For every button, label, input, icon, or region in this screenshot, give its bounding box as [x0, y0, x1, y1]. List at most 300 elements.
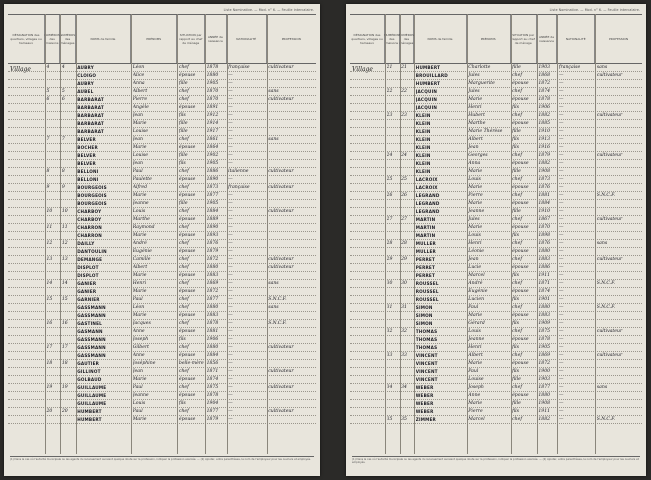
cell-house: 13: [46, 257, 53, 262]
cell-nat: —: [558, 417, 564, 422]
table-row: [8, 304, 316, 312]
cell-name: WEBER: [415, 409, 434, 414]
cell-nat: italienne: [228, 169, 249, 174]
cell-name: MULLER: [415, 249, 436, 254]
table-row: [350, 104, 642, 112]
cell-name: WEBER: [415, 393, 434, 398]
cell-nat: française: [558, 65, 581, 70]
cell-year: 1901: [538, 297, 551, 302]
cell-year: 1906: [206, 337, 219, 342]
cell-hh: 9: [61, 185, 65, 190]
cell-name: GASTINEL: [77, 321, 102, 326]
cell-first: Jeanne: [468, 337, 485, 342]
cell-year: 1880: [538, 393, 551, 398]
cell-hh: 25: [401, 177, 407, 182]
cell-nat: —: [228, 377, 233, 382]
cell-rel: épouse: [512, 225, 529, 230]
cell-name: ZIMMER: [415, 417, 436, 422]
cell-nat: —: [558, 329, 564, 334]
cell-first: Alfred: [132, 185, 148, 190]
cell-nat: —: [558, 145, 564, 150]
cell-rel: fils: [512, 273, 519, 278]
cell-name: SIMON: [415, 313, 433, 318]
cell-name: MARTIN: [415, 225, 436, 230]
cell-rel: fille: [178, 81, 188, 86]
cell-prof: sans: [596, 241, 608, 246]
cell-first: Léon: [132, 65, 145, 70]
cell-rel: fils: [512, 145, 519, 150]
cell-rel: chef: [178, 97, 189, 102]
table-row: [8, 384, 316, 392]
cell-rel: épouse: [178, 313, 196, 318]
cell-year: 1861: [206, 137, 219, 142]
cell-nat: —: [228, 361, 233, 366]
table-row: [8, 392, 316, 400]
cell-year: 1878: [538, 337, 551, 342]
cell-nat: —: [558, 97, 564, 102]
cell-year: 1872: [206, 257, 219, 262]
cell-first: Jeanne: [132, 393, 149, 398]
table-row: [8, 360, 316, 368]
column-header: DÉSIGNATION des quartiers, villages ou hameaux: [350, 15, 385, 63]
cell-rel: chef: [178, 345, 189, 350]
cell-first: Marie: [468, 361, 483, 366]
cell-rel: épouse: [512, 289, 529, 294]
cell-rel: chef: [178, 321, 189, 326]
cell-name: LEGRAND: [415, 201, 440, 206]
cell-first: Paul: [468, 369, 479, 374]
cell-first: Jeanne: [132, 201, 149, 206]
cell-year: 1882: [538, 417, 551, 422]
cell-year: 1873: [538, 177, 551, 182]
cell-rel: chef: [178, 257, 189, 262]
column-header: NUMÉROS des maisons: [385, 15, 400, 63]
cell-house: 6: [46, 97, 50, 102]
cell-nat: —: [558, 233, 564, 238]
table-row: [8, 192, 316, 200]
cell-year: 1882: [538, 161, 551, 166]
cell-prof: sans: [268, 89, 279, 94]
cell-year: 1874: [538, 289, 551, 294]
table-row: [8, 184, 316, 192]
cell-name: GUILLAUME: [77, 385, 107, 390]
cell-hh: 5: [61, 89, 65, 94]
cell-year: 1882: [538, 113, 551, 118]
cell-hh: 31: [401, 305, 407, 310]
cell-first: Hubert: [468, 113, 485, 118]
cell-rel: fils: [512, 369, 519, 374]
cell-name: MARTIN: [415, 233, 436, 238]
cell-hh: 24: [401, 153, 407, 158]
table-row: [350, 208, 642, 216]
cell-name: GASSMANN: [77, 353, 106, 358]
cell-name: VINCENT: [415, 369, 438, 374]
cell-year: 1904: [206, 401, 219, 406]
village-label: Village: [10, 66, 31, 73]
table-row: [8, 104, 316, 112]
cell-prof: sans: [596, 65, 608, 70]
cell-year: 1877: [206, 297, 219, 302]
cell-house: 11: [46, 225, 53, 230]
table-row: [350, 88, 642, 96]
cell-year: 1903: [538, 377, 551, 382]
cell-nat: —: [228, 145, 233, 150]
cell-year: 1883: [206, 273, 219, 278]
cell-name: BELLONI: [77, 169, 99, 174]
census-page-left: [4, 4, 320, 476]
cell-rel: épouse: [512, 185, 529, 190]
cell-nat: —: [558, 193, 564, 198]
cell-nat: —: [228, 409, 233, 414]
cell-year: 1884: [538, 201, 551, 206]
cell-name: GASMANN: [77, 329, 103, 334]
cell-name: SIMON: [415, 305, 433, 310]
cell-rel: chef: [178, 209, 189, 214]
table-row: [8, 352, 316, 360]
table-row: [350, 152, 642, 160]
column-header: PRÉNOMS: [131, 15, 177, 63]
cell-rel: chef: [178, 65, 189, 70]
cell-house: 33: [386, 353, 393, 358]
cell-nat: —: [558, 153, 564, 158]
cell-rel: chef: [178, 281, 189, 286]
cell-year: 1883: [206, 313, 219, 318]
cell-house: 35: [386, 417, 393, 422]
cell-year: 1911: [538, 273, 551, 278]
cell-hh: 6: [61, 97, 65, 102]
table-row: [350, 336, 642, 344]
column-divider: [537, 14, 538, 454]
column-divider: [385, 14, 386, 454]
cell-year: 1906: [538, 105, 551, 110]
cell-first: Eugénie: [132, 249, 152, 254]
column-header: NATIONALITÉ: [557, 15, 595, 63]
cell-rel: épouse: [512, 97, 529, 102]
cell-house: 24: [386, 153, 393, 158]
cell-name: VINCENT: [415, 353, 438, 358]
cell-first: Marie: [132, 193, 147, 198]
cell-nat: —: [228, 193, 233, 198]
cell-year: 1870: [206, 97, 219, 102]
cell-nat: —: [558, 409, 564, 414]
table-row: [350, 352, 642, 360]
table-row: [350, 112, 642, 120]
cell-year: 1877: [206, 193, 219, 198]
cell-rel: chef: [512, 193, 523, 198]
cell-first: Lucien: [468, 297, 485, 302]
cell-house: 16: [46, 321, 53, 326]
cell-nat: —: [558, 121, 564, 126]
table-row: [350, 168, 642, 176]
cell-prof: cultivateur: [268, 385, 294, 390]
cell-rel: épouse: [512, 161, 529, 166]
cell-year: 1913: [538, 137, 551, 142]
cell-house: 5: [46, 89, 50, 94]
cell-first: Marie Thérèse: [468, 129, 503, 134]
cell-rel: épouse: [178, 193, 196, 198]
cell-name: BELVER: [77, 153, 96, 158]
cell-prof: S.N.C.F.: [596, 417, 616, 422]
cell-first: Louis: [132, 401, 146, 406]
cell-nat: —: [228, 233, 233, 238]
cell-year: 1864: [206, 145, 219, 150]
cell-name: LACROIX: [415, 185, 438, 190]
cell-year: 1890: [206, 225, 219, 230]
column-headers: [350, 14, 642, 64]
cell-hh: 34: [401, 385, 407, 390]
cell-nat: —: [228, 353, 233, 358]
cell-first: Albert: [132, 265, 148, 270]
cell-rel: épouse: [512, 361, 529, 366]
table-row: [350, 344, 642, 352]
cell-first: Marie: [468, 201, 483, 206]
cell-rel: épouse: [178, 273, 196, 278]
cell-first: Marie: [132, 145, 147, 150]
table-row: [8, 408, 316, 416]
cell-nat: —: [558, 241, 564, 246]
table-row: [350, 408, 642, 416]
cell-house: 25: [386, 177, 393, 182]
cell-name: JACQUIN: [415, 89, 438, 94]
cell-rel: épouse: [178, 417, 196, 422]
cell-nat: —: [558, 73, 564, 78]
cell-name: KLEIN: [415, 121, 431, 126]
cell-name: PERRET: [415, 265, 436, 270]
cell-first: Louise: [132, 129, 149, 134]
table-row: [350, 264, 642, 272]
page-header: Liste Nominative. — Mod. n° 6. — Feuille intercalaire.: [223, 8, 314, 12]
cell-name: BELLONI: [77, 177, 99, 182]
table-row: [8, 64, 316, 72]
column-header: ANNÉE de naissance: [205, 15, 227, 63]
cell-year: 1877: [206, 409, 219, 414]
cell-hh: 22: [401, 89, 407, 94]
cell-name: PERRET: [415, 257, 436, 262]
table-row: [350, 144, 642, 152]
table-row: [350, 288, 642, 296]
column-divider: [45, 14, 46, 454]
cell-name: HUMBERT: [415, 65, 441, 70]
cell-nat: —: [228, 313, 233, 318]
cell-first: Marthe: [468, 121, 486, 126]
column-header: NOMS de famille: [414, 15, 467, 63]
cell-name: HUMBERT: [415, 81, 441, 86]
cell-nat: —: [558, 161, 564, 166]
cell-name: BOCHER: [77, 145, 98, 150]
cell-first: Marie: [132, 233, 147, 238]
cell-prof: cultivateur: [596, 73, 623, 78]
cell-year: 1879: [206, 417, 219, 422]
cell-hh: 17: [61, 345, 68, 350]
cell-first: Henri: [132, 281, 147, 286]
cell-first: Jean: [468, 257, 479, 262]
cell-first: Paulette: [132, 177, 152, 182]
cell-rel: chef: [178, 409, 189, 414]
table-row: [350, 376, 642, 384]
cell-year: 1902: [206, 153, 219, 158]
cell-prof: cultivateur: [596, 113, 623, 118]
cell-nat: —: [558, 401, 564, 406]
cell-hh: 8: [61, 169, 65, 174]
cell-hh: 35: [401, 417, 407, 422]
cell-name: BARBARAT: [77, 105, 104, 110]
cell-first: Marie: [132, 273, 147, 278]
cell-prof: cultivateur: [268, 265, 294, 270]
cell-year: 1870: [538, 225, 551, 230]
table-row: [8, 344, 316, 352]
cell-rel: chef: [512, 113, 523, 118]
cell-nat: —: [558, 105, 564, 110]
cell-nat: —: [228, 97, 233, 102]
cell-name: GANIER: [77, 289, 97, 294]
cell-name: ROUSSEL: [415, 297, 439, 302]
table-row: [350, 392, 642, 400]
cell-first: Paul: [468, 305, 479, 310]
cell-first: Marie: [468, 313, 483, 318]
table-row: [350, 320, 642, 328]
cell-nat: —: [228, 393, 233, 398]
table-row: [8, 152, 316, 160]
cell-name: BOURGEOIS: [77, 185, 107, 190]
cell-prof: sans: [268, 137, 279, 142]
cell-name: KLEIN: [415, 129, 431, 134]
cell-first: Camille: [132, 257, 151, 262]
cell-first: Marthe: [132, 217, 150, 222]
cell-name: DISPLOT: [77, 273, 99, 278]
table-row: [350, 72, 642, 80]
cell-first: Anna: [132, 81, 145, 86]
cell-nat: —: [558, 185, 564, 190]
cell-first: Jacques: [132, 321, 151, 326]
cell-house: 4: [46, 65, 50, 70]
cell-nat: —: [558, 377, 564, 382]
cell-first: Louis: [468, 177, 481, 182]
column-divider: [557, 14, 558, 454]
table-row: [350, 328, 642, 336]
cell-first: Jules: [468, 73, 480, 78]
table-row: [8, 256, 316, 264]
cell-rel: fille: [512, 169, 521, 174]
table-row: [350, 64, 642, 72]
cell-name: AUBRY: [77, 81, 94, 86]
table-row: [8, 240, 316, 248]
cell-hh: 32: [401, 329, 407, 334]
cell-year: 1877: [538, 385, 551, 390]
cell-hh: 27: [401, 217, 407, 222]
table-row: [8, 112, 316, 120]
table-row: [8, 400, 316, 408]
table-row: [8, 72, 316, 80]
cell-name: GARNIER: [77, 297, 100, 302]
cell-name: MARTIN: [415, 217, 436, 222]
cell-year: 1914: [206, 121, 219, 126]
cell-first: Jean: [132, 369, 143, 374]
cell-name: GANIER: [77, 281, 97, 286]
table-row: [8, 296, 316, 304]
table-row: [350, 360, 642, 368]
column-divider: [131, 14, 132, 454]
table-row: [8, 208, 316, 216]
cell-prof: cultivateur: [596, 353, 623, 358]
cell-rel: chef: [178, 385, 189, 390]
cell-name: THOMAS: [415, 329, 438, 334]
cell-house: 14: [46, 281, 53, 286]
cell-rel: épouse: [178, 249, 196, 254]
cell-year: 1869: [206, 281, 219, 286]
cell-house: 34: [386, 385, 393, 390]
cell-nat: —: [558, 313, 564, 318]
cell-rel: épouse: [178, 105, 196, 110]
table-row: [8, 328, 316, 336]
cell-name: JACQUIN: [415, 105, 438, 110]
cell-name: BARBARAT: [77, 97, 104, 102]
cell-hh: 23: [401, 113, 407, 118]
cell-year: 1879: [206, 249, 219, 254]
cell-first: Gilbert: [132, 345, 149, 350]
cell-year: 1886: [206, 169, 219, 174]
cell-prof: cultivateur: [268, 409, 294, 414]
cell-year: 1874: [538, 89, 551, 94]
cell-year: 1884: [206, 353, 219, 358]
column-divider: [595, 14, 596, 454]
cell-prof: cultivateur: [268, 65, 294, 70]
cell-year: 1872: [206, 289, 219, 294]
cell-first: Jules: [468, 89, 480, 94]
cell-year: 1875: [206, 385, 219, 390]
column-header: NATIONALITÉ: [227, 15, 267, 63]
table-row: [8, 264, 316, 272]
cell-prof: cultivateur: [268, 169, 294, 174]
cell-first: Joséphine: [132, 361, 156, 366]
cell-first: Marie: [132, 377, 147, 382]
cell-first: Marie: [468, 185, 483, 190]
cell-name: PERRET: [415, 273, 436, 278]
cell-nat: —: [558, 385, 564, 390]
cell-name: ROUSSEL: [415, 281, 439, 286]
cell-nat: —: [228, 385, 233, 390]
table-row: [8, 88, 316, 96]
table-row: [350, 304, 642, 312]
cell-house: 23: [386, 113, 393, 118]
column-divider: [467, 14, 468, 454]
cell-name: DAILLY: [77, 241, 95, 246]
column-divider: [414, 14, 415, 454]
cell-prof: cultivateur: [268, 369, 294, 374]
cell-rel: chef: [512, 73, 523, 78]
cell-rel: chef: [512, 89, 523, 94]
cell-name: KLEIN: [415, 145, 431, 150]
cell-nat: —: [228, 281, 233, 286]
cell-rel: chef: [178, 137, 189, 142]
cell-year: 1883: [538, 313, 551, 318]
cell-nat: —: [228, 129, 233, 134]
table-row: [350, 120, 642, 128]
cell-house: 8: [46, 169, 50, 174]
cell-year: 1910: [538, 129, 551, 134]
cell-first: Léonie: [468, 249, 484, 254]
column-header: NUMÉROS des maisons: [45, 15, 60, 63]
cell-nat: —: [558, 113, 564, 118]
cell-first: Albert: [468, 137, 483, 142]
cell-rel: chef: [512, 217, 523, 222]
cell-rel: épouse: [178, 233, 196, 238]
cell-rel: fils: [512, 137, 519, 142]
cell-name: DEMANGE: [77, 257, 103, 262]
cell-year: 1876: [206, 241, 219, 246]
cell-rel: épouse: [178, 217, 196, 222]
cell-nat: —: [228, 105, 233, 110]
cell-rel: chef: [512, 385, 523, 390]
